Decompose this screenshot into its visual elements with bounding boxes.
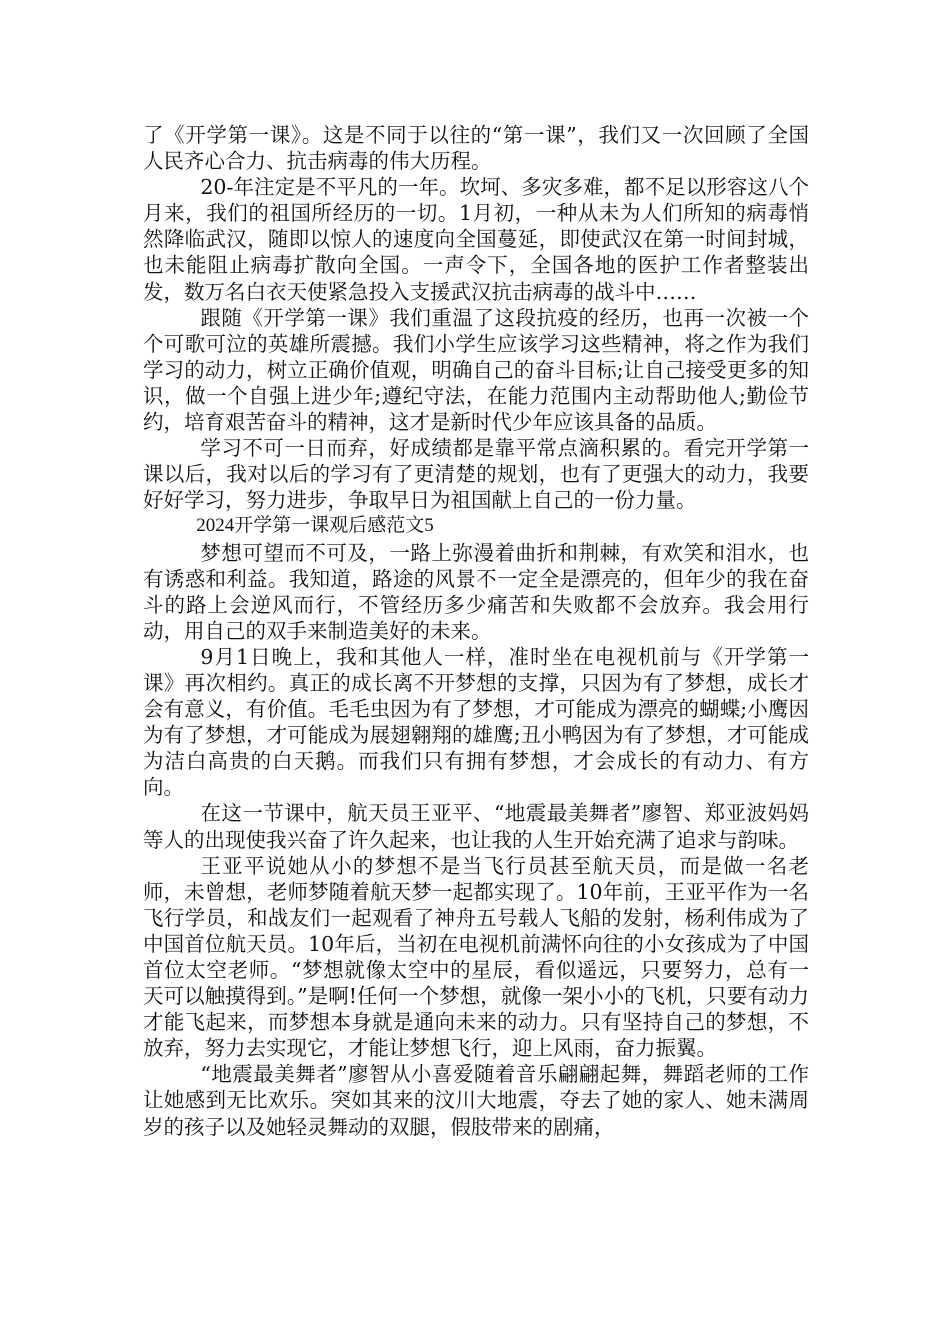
- paragraph-1: 了《开学第一课》。这是不同于以往的“第一课”，我们又一次回顾了全国人民齐心合力、抗击病毒的伟大历程。: [143, 123, 809, 174]
- document-body: [143, 122, 809, 1140]
- paragraph-7: 9月1日晚上，我和其他人一样，准时坐在电视机前与《开学第一课》再次相约。真正的成长离不开梦想的支撑，只因为有了梦想，成长才会有意义，有价值。毛毛虫因为有了梦想，才可能成为漂亮的蝴蝶;小鹰因为有了梦想，才可能成为展翅翱翔的雄鹰;丑小鸭因为有了梦想，才可能成为洁白高贵的白天鹅。而我们只有拥有梦想，才会成长的有动力、有方向。: [143, 644, 809, 800]
- paragraph-3: 跟随《开学第一课》我们重温了这段抗疫的经历，也再一次被一个个可歌可泣的英雄所震撼。我们小学生应该学习这些精神，将之作为我们学习的动力，树立正确价值观，明确自己的奋斗目标;让自己接受更多的知识，做一个自强上进少年;遵纪守法，在能力范围内主动帮助他人;勤俭节约，培育艰苦奋斗的精神，这才是新时代少年应该具备的品质。: [143, 305, 809, 435]
- section-heading: 2024开学第一课观后感范文5: [196, 515, 434, 537]
- paragraph-6: 梦想可望而不可及，一路上弥漫着曲折和荆棘，有欢笑和泪水，也有诱惑和利益。我知道，路途的风景不一定全是漂亮的，但年少的我在奋斗的路上会逆风而行，不管经历多少痛苦和失败都不会放弃。我会用行动，用自己的双手来制造美好的未来。: [143, 540, 809, 643]
- paragraph-10: “地震最美舞者”廖智从小喜爱随着音乐翩翩起舞，舞蹈老师的工作让她感到无比欢乐。突如其来的汶川大地震，夺去了她的家人、她未满周岁的孩子以及她轻灵舞动的双腿，假肢带来的剧痛，: [143, 1062, 809, 1139]
- paragraph-2: 20-年注定是不平凡的一年。坎坷、多灾多难，都不足以形容这八个月来，我们的祖国所经历的一切。1月初，一种从未为人们所知的病毒悄然降临武汉，随即以惊人的速度向全国蔓延，即使武汉在第一时间封城，也未能阻止病毒扩散向全国。一声令下，全国各地的医护工作者整装出发，数万名白衣天使紧急投入支援武汉抗击病毒的战斗中……: [143, 175, 809, 304]
- paragraph-9: 王亚平说她从小的梦想不是当飞行员甚至航天员，而是做一名老师，未曾想，老师梦随着航天梦一起都实现了。10年前，王亚平作为一名飞行学员，和战友们一起观看了神舟五号载人飞船的发射，杨利伟成为了中国首位航天员。10年后，当初在电视机前满怀向往的小女孩成为了中国首位太空老师。“梦想就像太空中的星辰，看似遥远，只要努力，总有一天可以触摸得到。”是啊!任何一个梦想，就像一架小小的飞机，只要有动力才能飞起来，而梦想本身就是通向未来的动力。只有坚持自己的梦想，不放弃，努力去实现它，才能让梦想飞行，迎上风雨，奋力振翼。: [143, 853, 809, 1061]
- paragraph-4: 学习不可一日而弃，好成绩都是靠平常点滴积累的。看完开学第一课以后，我对以后的学习有了更清楚的规划，也有了更强大的动力，我要好好学习，努力进步，争取早日为祖国献上自己的一份力量。: [143, 436, 809, 513]
- paragraph-8: 在这一节课中，航天员王亚平、“地震最美舞者”廖智、郑亚波妈妈等人的出现使我兴奋了许久起来，也让我的人生开始充满了追求与韵味。: [143, 801, 809, 852]
